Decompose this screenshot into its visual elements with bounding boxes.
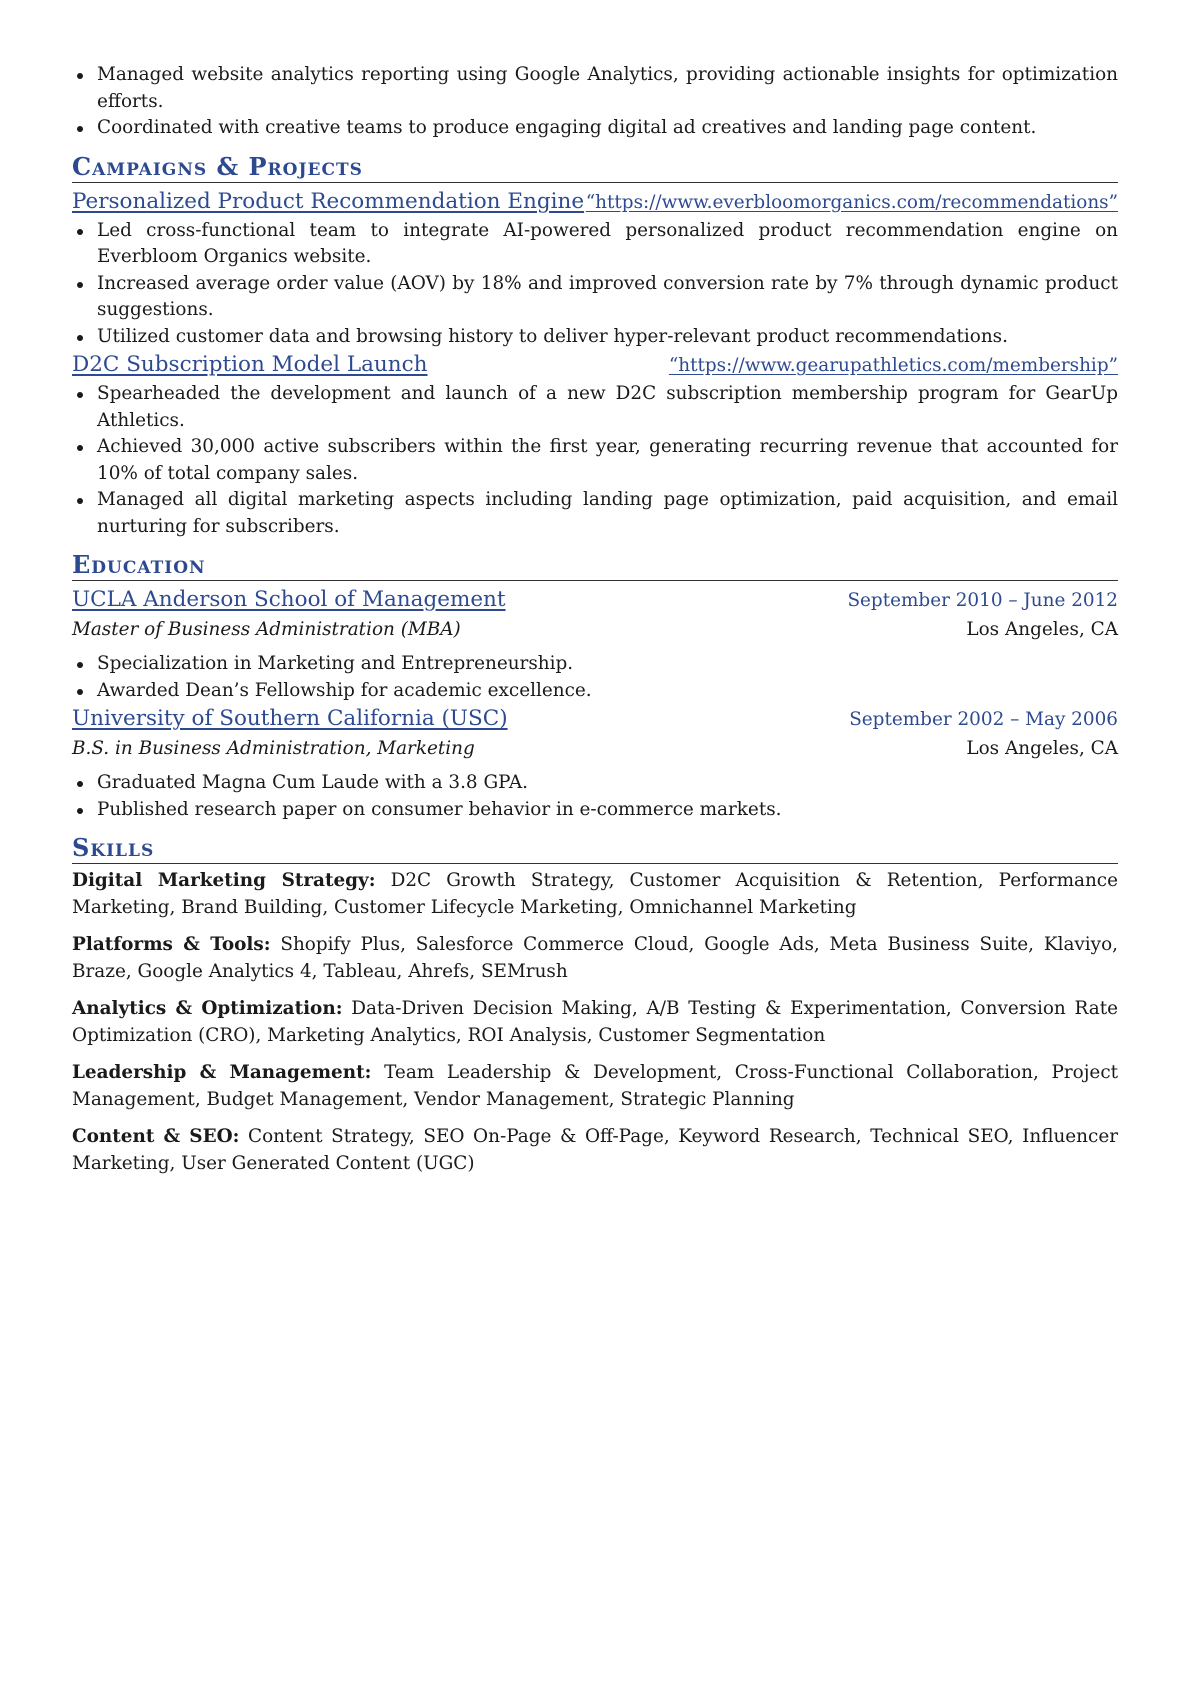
skill-label: Analytics & Optimization: [72, 998, 343, 1019]
skill-group [72, 932, 1118, 985]
skill-group [72, 1124, 1118, 1177]
skill-label: Digital Marketing Strategy: [72, 870, 376, 891]
skill-group [72, 1060, 1118, 1113]
bullet-item: Coordinated with creative teams to produce engaging digital ad creatives and landing page content. [72, 115, 1118, 142]
section-heading-education: Education [72, 550, 1118, 581]
bullet-item: Specialization in Marketing and Entrepreneurship. [72, 651, 1118, 678]
skill-label: Platforms & Tools: [72, 934, 271, 955]
bullet-item: Managed website analytics reporting using Google Analytics, providing actionable insights for optimization efforts. [72, 62, 1118, 115]
skill-list: Shopify Plus, Salesforce Commerce Cloud, Google Ads, Meta Business Suite, Klaviyo, Braze, Google Analytics 4, Tableau, Ahrefs, SEMrush [72, 934, 1118, 982]
bullet-item: Spearheaded the development and launch of a new D2C subscription membership program for GearUp Athletics. [72, 381, 1118, 434]
project-url-link[interactable]: “https://www.gearupathletics.com/membership” [668, 355, 1118, 376]
project-entry [72, 187, 1118, 351]
education-location: Los Angeles, CA [966, 738, 1118, 759]
skill-list: Team Leadership & Development, Cross-Functional Collaboration, Project Management, Budget Management, Vendor Management, Strategic Planning [72, 1062, 1119, 1110]
bullet-item: Utilized customer data and browsing history to deliver hyper-relevant product recommendations. [72, 324, 1118, 351]
skill-list: Data-Driven Decision Making, A/B Testing & Experimentation, Conversion Rate Optimization (CRO), Marketing Analytics, ROI Analysis, Customer Segmentation [72, 998, 1118, 1046]
experience-bullets [72, 62, 1118, 142]
bullet-item: Increased average order value (AOV) by 18% and improved conversion rate by 7% through dynamic product suggestions. [72, 271, 1118, 324]
bullet-item: Awarded Dean’s Fellowship for academic excellence. [72, 678, 1118, 705]
education-dates: September 2010 – June 2012 [847, 590, 1118, 611]
bullet-item: Graduated Magna Cum Laude with a 3.8 GPA. [72, 770, 1118, 797]
education-bullets [72, 770, 1118, 823]
project-bullets [72, 218, 1118, 351]
project-url-link[interactable]: “https://www.everbloomorganics.com/recommendations” [585, 191, 1118, 213]
skill-list: D2C Growth Strategy, Customer Acquisition & Retention, Performance Marketing, Brand Building, Customer Lifecycle Marketing, Omnichannel Marketing [72, 870, 1118, 918]
project-title-link[interactable]: D2C Subscription Model Launch [72, 352, 428, 377]
education-dates: September 2002 – May 2006 [849, 709, 1118, 730]
bullet-item: Led cross-functional team to integrate AI-powered personalized product recommendation engine on Everbloom Organics website. [72, 218, 1118, 271]
project-title-link[interactable]: Personalized Product Recommendation Engine [72, 188, 585, 214]
bullet-item: Published research paper on consumer behavior in e-commerce markets. [72, 797, 1118, 824]
bullet-item: Managed all digital marketing aspects including landing page optimization, paid acquisition, and email nurturing for subscribers. [72, 487, 1118, 540]
degree-title: Master of Business Administration (MBA) [72, 619, 461, 640]
skill-group [72, 868, 1118, 921]
school-name-link[interactable]: UCLA Anderson School of Management [72, 587, 506, 612]
section-heading-skills: Skills [72, 833, 1118, 864]
bullet-item: Achieved 30,000 active subscribers within the first year, generating recurring revenue that accounted for 10% of total company sales. [72, 434, 1118, 487]
education-entry [72, 704, 1118, 823]
school-name-link[interactable]: University of Southern California (USC) [72, 706, 508, 731]
education-bullets [72, 651, 1118, 704]
skill-list: Content Strategy, SEO On-Page & Off-Page, Keyword Research, Technical SEO, Influencer Marketing, User Generated Content (UGC) [72, 1126, 1119, 1174]
section-heading-projects: Campaigns & Projects [72, 152, 1118, 183]
skill-label: Content & SEO: [72, 1126, 240, 1147]
skill-label: Leadership & Management: [72, 1062, 372, 1083]
degree-title: B.S. in Business Administration, Marketing [72, 738, 475, 759]
education-entry [72, 585, 1118, 704]
resume-page [72, 62, 1118, 1188]
skill-group [72, 996, 1118, 1049]
project-bullets [72, 381, 1118, 540]
project-entry [72, 350, 1118, 540]
education-location: Los Angeles, CA [966, 619, 1118, 640]
